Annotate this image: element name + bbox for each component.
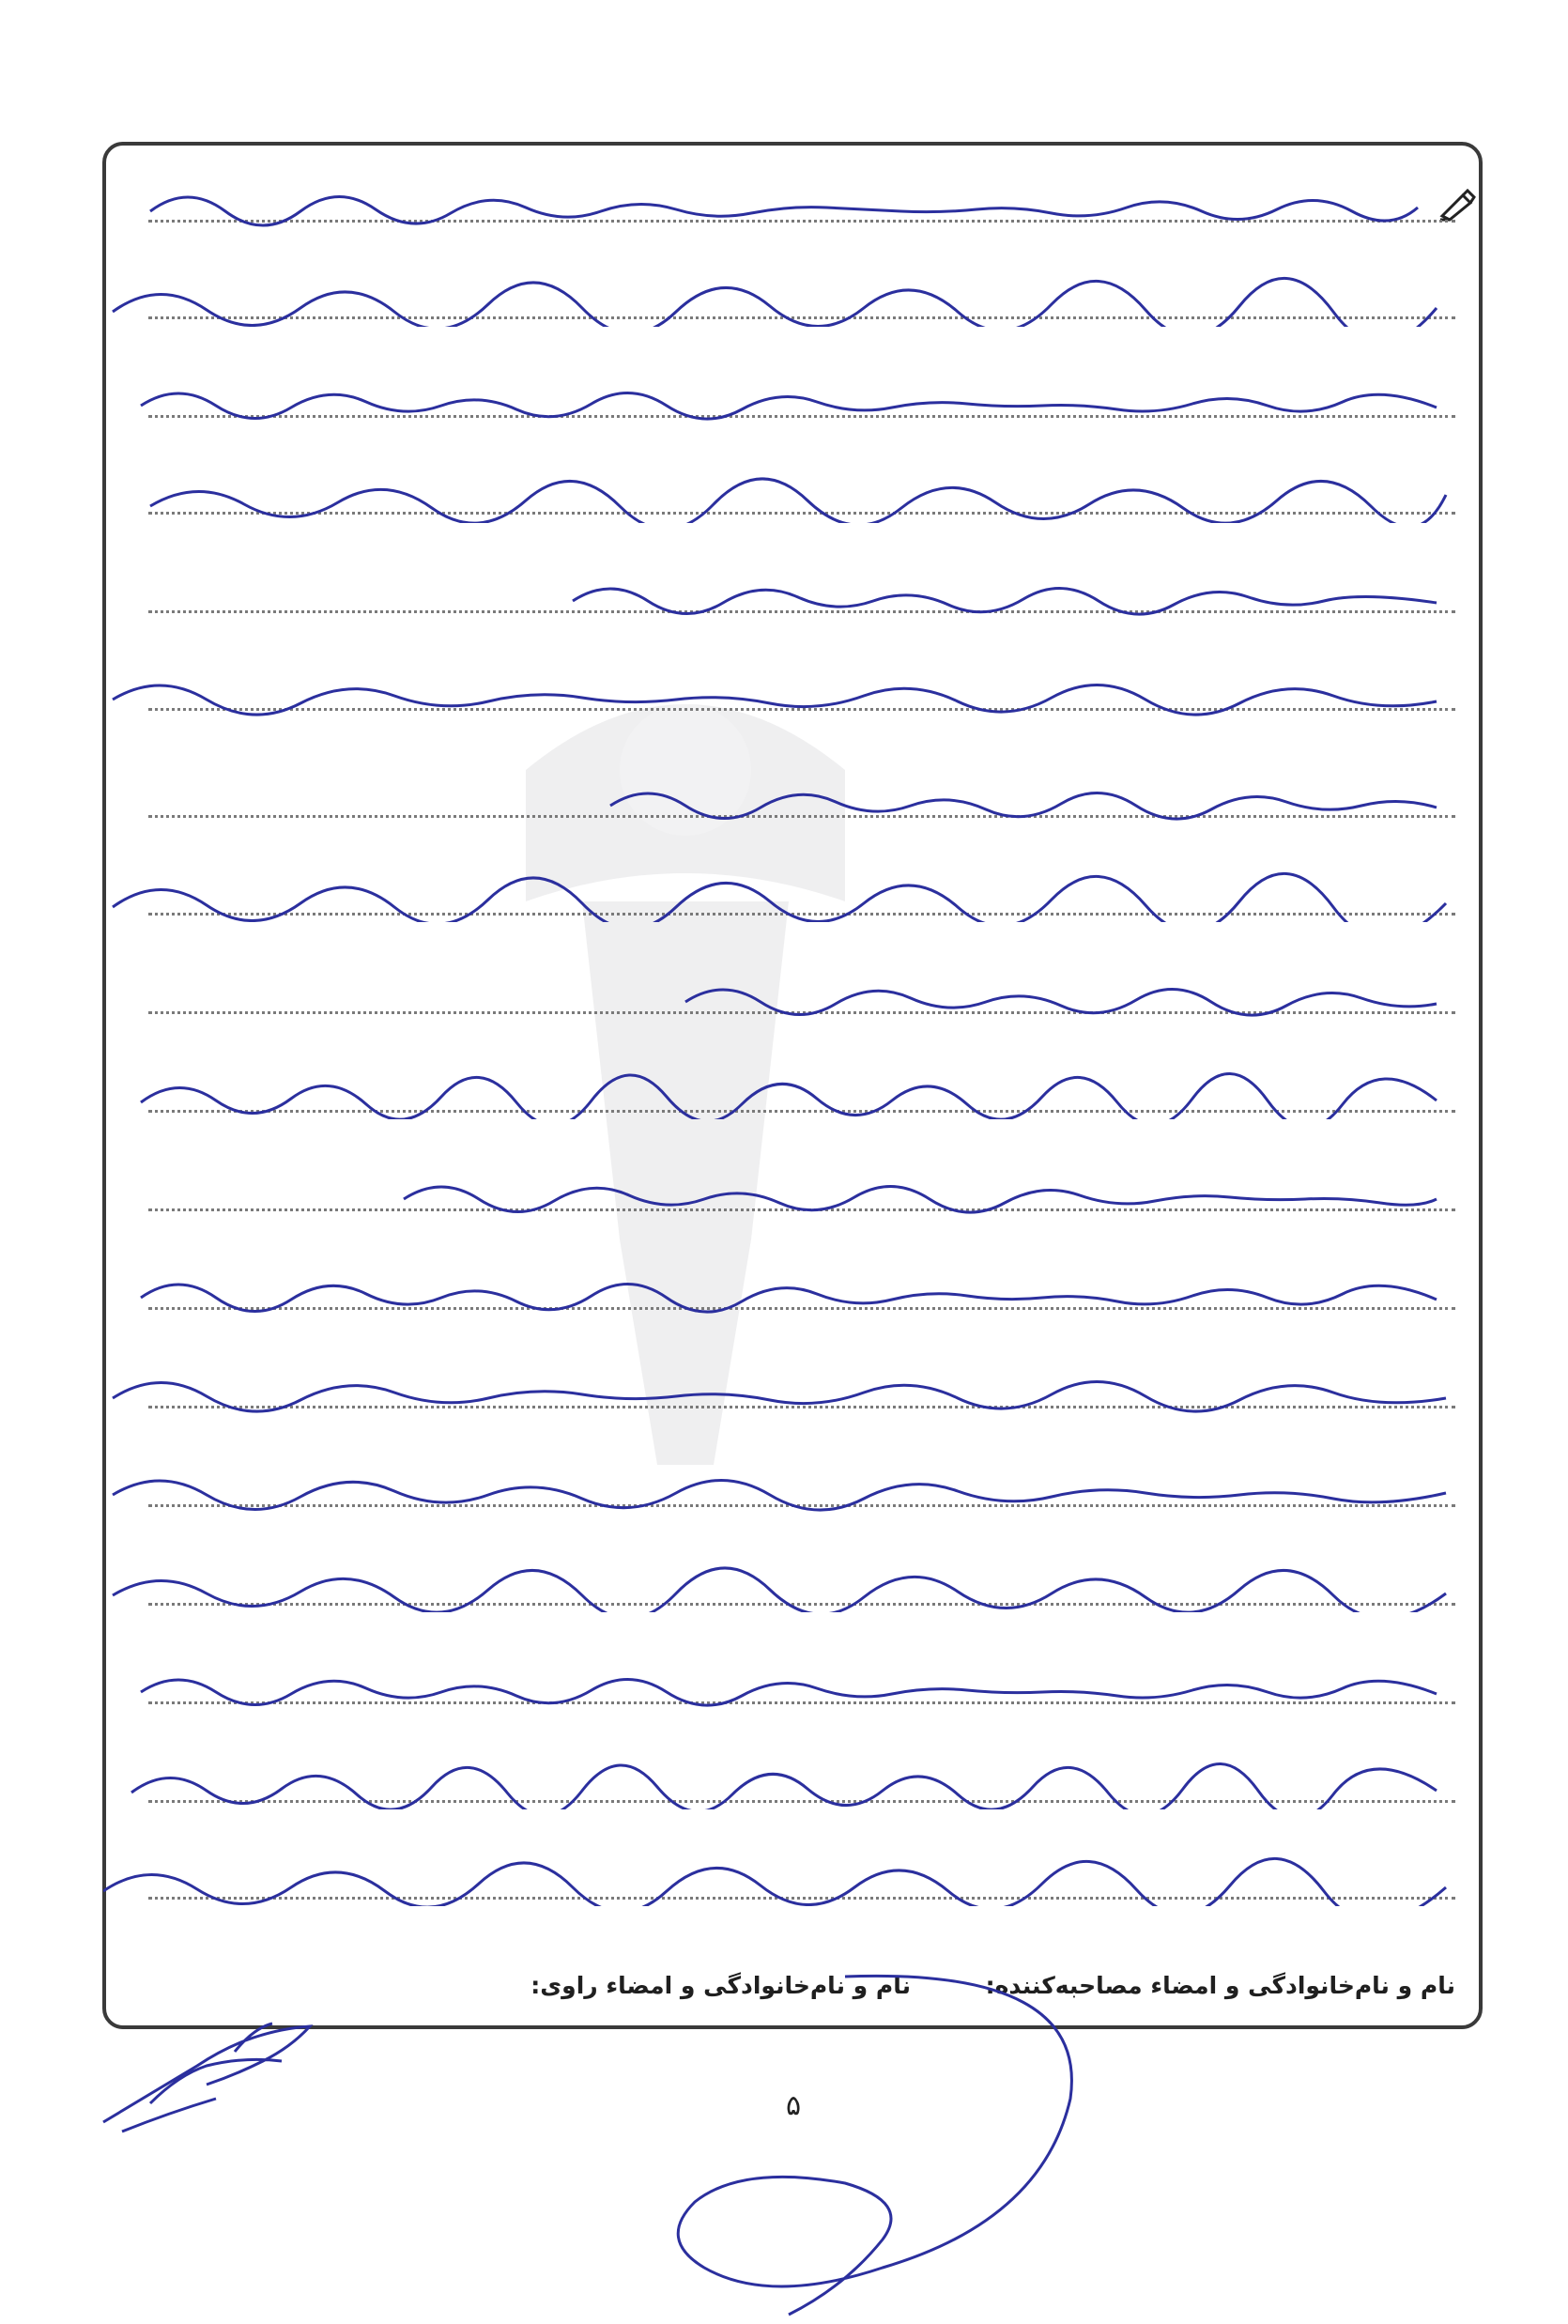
handwriting-line: [103, 1162, 1483, 1218]
handwriting-line: [103, 270, 1483, 327]
narrator-signature-label: نام و نام‌خانوادگی و امضاء راوی:: [530, 1972, 911, 1999]
handwriting-line: [103, 563, 1483, 620]
handwritten-signature: [94, 2009, 338, 2141]
handwriting-line: [103, 964, 1483, 1021]
handwriting-line: [103, 768, 1483, 824]
handwriting-line: [103, 1655, 1483, 1711]
handwriting-line: [103, 866, 1483, 922]
handwriting-line: [103, 1850, 1483, 1906]
interviewer-signature-label: نام و نام‌خانوادگی و امضاء مصاحبه‌کننده:: [985, 1972, 1455, 1999]
handwriting-line: [103, 1556, 1483, 1612]
handwriting-line: [103, 662, 1483, 718]
handwriting-line: [103, 1457, 1483, 1514]
handwriting-line: [103, 368, 1483, 424]
page-number: ۵: [785, 2089, 802, 2122]
handwriting-line: [103, 1753, 1483, 1809]
handwriting-line: [103, 174, 1483, 230]
handwriting-line: [103, 1063, 1483, 1119]
handwriting-line: [103, 1359, 1483, 1415]
handwriting-line: [103, 467, 1483, 523]
ink-loop-mark: [601, 1958, 1127, 2324]
handwriting-line: [103, 1260, 1483, 1316]
